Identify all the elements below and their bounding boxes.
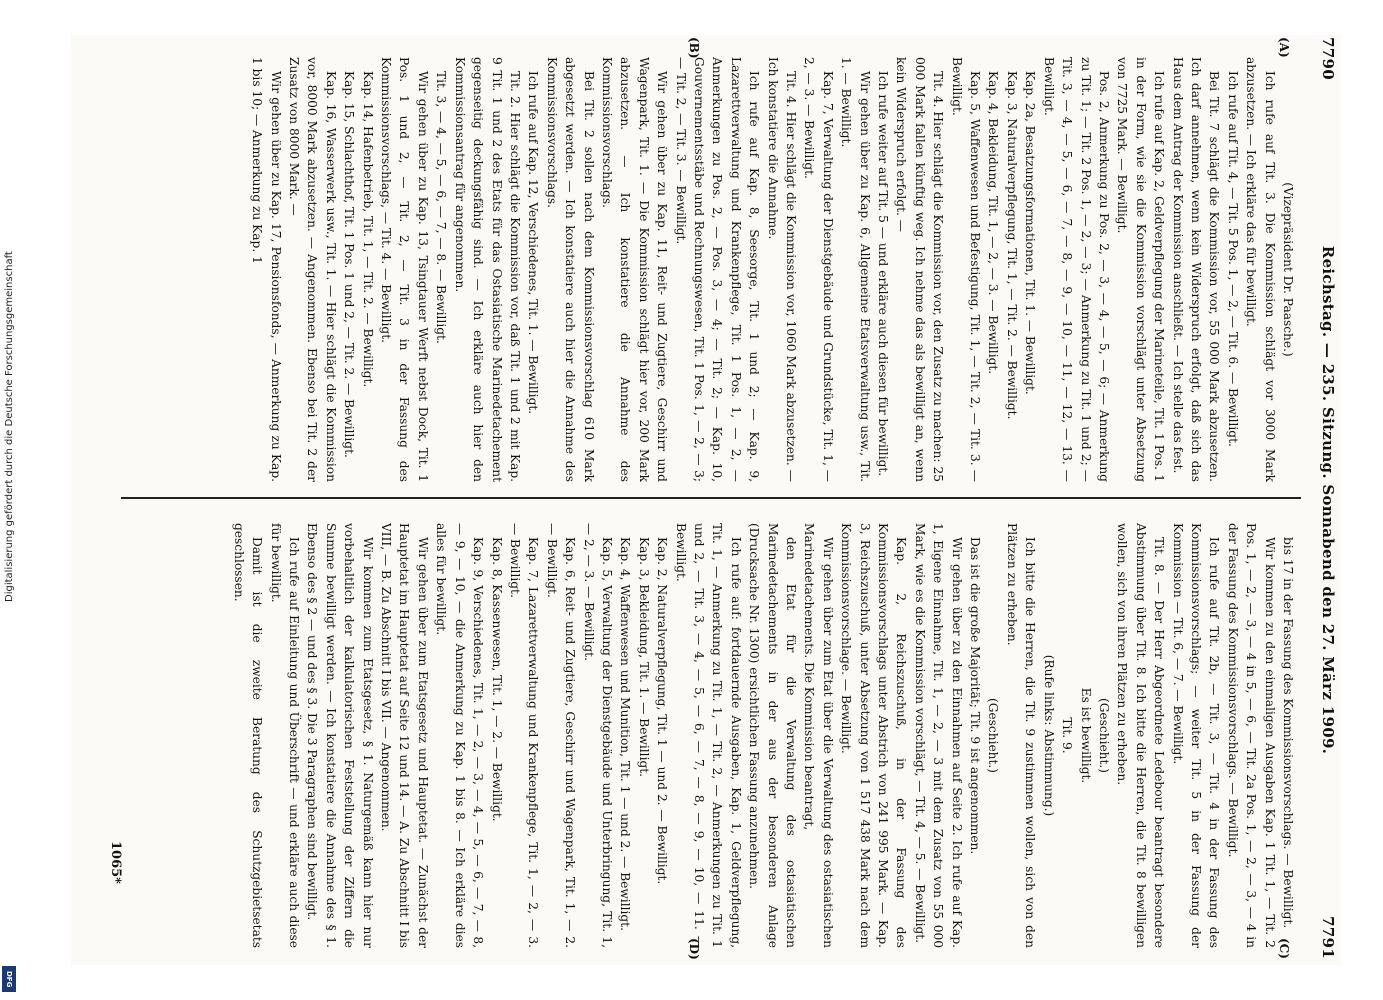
paragraph: Wir gehen über zu Kap. 13, Tsingtauer Werft nebst Dock, Tit. 1 Pos. 1 und 2, — Tit. 2, — Tit. 3 in der Fassung des Kommissionsvorschlags, — Tit. 4. — Bewilligt. <box>379 57 430 482</box>
paragraph: Es ist bewilligt. <box>1078 687 1093 784</box>
paragraph: Wir kommen zu den einmaligen Ausgaben Kap. 1 Tit. 1, — Tit. 2 Pos. 1, — 2, — 3, — 4 in 5, — 6, — Tit. 2a Pos. 1, — 2, — 3, — 4 in der Fassung des Kommissionsvorschlags. — Bewilligt. <box>1225 523 1277 948</box>
paragraph: Bei Tit. 2 sollen nach dem Kommissionsvorschlag 610 Mark abgesetzt werden. — Ich konstatiere auch hier die Annahme des Kommissionsvorschlags. <box>544 57 596 482</box>
paragraph: Ich rufe auf Kap. 8, Seesorge, Tit. 1 und 2; — Kap. 9, Lazarettverwaltung und Krankenpflege, Tit. 1 Pos. 1, — 2, — Anmerkungen zu Pos. 2, — Pos. 3, — 4; — Tit. 2; — Kap. 10, Gouvernementsstäbe und Rechnungswesen, Tit. 1 Pos. 1, — 2, — 3; — Tit. 2, — Tit. 3. — Bewilligt. <box>673 57 762 482</box>
paragraph: Wir gehen über zu Kap. 11, Reit- und Zugtiere, Geschirr und Wagenpark, Tit. 1. — Die Kommission schlägt hier vor, 200 Mark abzusetzen. — Ich konstatiere die Annahme des Kommissionsvorschlags. <box>599 57 670 482</box>
paragraph: Kap. 2, Naturalverpflegung, Tit. 1 — und 2. — Bewilligt. <box>655 537 670 885</box>
running-title: Reichstag. — 235. Sitzung. Sonnabend den 27. März 1909. <box>1319 245 1337 755</box>
paragraph: Tit. 2. Hier schlägt die Kommission vor, daß Tit. 1 und 2 mit Kap. 9 Tit. 1 und 2 des Etats für das Ostasiatische Marinedetachement gegenseitig deckungsfähig sind. — Ich erkläre auch hier den Kommissionsantrag für angenommen. <box>452 57 522 482</box>
paragraph: Wir gehen über zum Etat über die Verwaltung des ostasiatischen Marinedetachements. Die Kommission beantragt, <box>802 523 835 948</box>
right-text-column <box>137 523 1297 948</box>
paragraph: Kap. 9, Verschiedenes, Tit. 1, — 2, — 3, — 4, — 5, — 6, — 7, — 8, — 9, — 10, — die Anmerkung zu Kap. 1 bis 8. — Ich erkläre dies alles für bewilligt. <box>434 523 486 948</box>
paragraph: (Geschieht.) <box>986 697 1001 774</box>
paragraph: Das ist die große Majorität; Tit. 9 ist angenommen. <box>968 537 983 855</box>
paragraph: Kap. 14, Hafenbetrieb, Tit. 1, — Tit. 2. — Bewilligt. <box>360 71 375 388</box>
paragraph: Wir gehen über zu den Einnahmen auf Seite 2. Ich rufe auf Kap. 1, Eigene Einnahme, Tit. 1, — 2, — 3 mit dem Zusatz von 55 000 Mark, wie es die Kommission vorschlägt, — Tit. 4, — 5. — Bewilligt. <box>912 523 964 948</box>
paragraph: Kap. 5, Waffenwesen und Befestigung, Tit. 1, — Tit. 2, — Tit. 3. — Bewilligt. <box>949 57 983 482</box>
paragraph: Damit ist die zweite Beratung des Schutzgebietsetats geschlossen. <box>231 523 265 948</box>
paragraph: (Vizepräsident Dr. Paasche.) <box>1281 182 1295 357</box>
margin-marker-d: (D) <box>687 938 701 960</box>
paragraph: (Rufe links: Abstimmung.) <box>1041 654 1056 817</box>
document-page <box>71 35 1341 965</box>
paragraph: Kap. 2a, Besatzungsformationen, Tit. 1. — Bewilligt. <box>1023 71 1038 395</box>
paragraph: Kap. 7, Lazarettverwaltung und Krankenpflege, Tit. 1, — 2, — 3. — Bewilligt. <box>507 523 541 948</box>
paragraph: Tit. 8. — Der Herr Abgeordnete Ledebour beantragt besondere Abstimmung über Tit. 8. Ich bitte die Herren, die Tit. 8 bewilligen wollen, sich von ihren Plätzen zu erheben. <box>1115 523 1167 948</box>
paragraph: Ich bitte die Herren, die Tit. 9 zustimmen wollen, sich von den Plätzen zu erheben. <box>1004 523 1038 948</box>
paragraph: Wir gehen über zu Kap. 17, Pensionsfonds, — Anmerkung zu Kap. 1 bis 10; — Anmerkung zu Kap. 1 <box>250 57 283 482</box>
paragraph: Kap. 2, Reichszuschuß, in der Fassung des Kommissionsvorschlags unter Abstrich von 241 995 Mark. — Kap. 3, Reichszuschuß, unter Absetzung von 1 517 438 Mark nach dem Kommissionsvorschlage. — Bewilligt. <box>839 523 909 948</box>
paragraph: Tit. 9. <box>1060 717 1075 754</box>
paragraph: bis 17 in der Fassung des Kommissionsvorschlags. — Bewilligt. <box>1281 537 1295 929</box>
page-header <box>1307 35 1341 965</box>
paragraph: Wir kommen zum Etatsgesetz, § 1. Naturgemäß kann hier nur vorbehaltlich der kalkulatorischen Feststellung der Ziffern die Summe bewilligt werden. — Ich konstatiere die Annahme des § 1. Ebenso des § 2 — und des § 3. Die 3 Paragraphen sind bewilligt. <box>305 523 375 948</box>
paragraph: Ich rufe auf: fortdauernde Ausgaben, Kap. 1, Geldverpflegung, Tit. 1, — Anmerkung zu Tit. 1, — Tit. 2, — Anmerkungen zu Tit. 1 und 2, — Tit. 3, — 4, — 5, — 6, — 7, — 8, — 9, — 10, — 11. — Bewilligt. <box>673 523 743 948</box>
paragraph: Ich rufe auf Tit. 3. Die Kommission schlägt vor 3000 Mark abzusetzen. — Ich erkläre das für bewilligt. <box>1244 57 1277 482</box>
paragraph: Kap. 7, Verwaltung der Dienstgebäude und Grundstücke, Tit. 1, — 2, — 3. — Bewilligt. <box>802 57 835 482</box>
paragraph: Ich rufe weiter auf Tit. 5 — und erkläre auch diesen für bewilligt. <box>876 71 891 477</box>
paragraph: Tit. 4. Hier schlägt die Kommission vor, den Zusatz zu machen: 25 000 Mark fallen künftig weg. Ich nehme das als bewilligt an, wenn kein Widerspruch erfolgt. — <box>894 57 946 482</box>
paragraph: Tit. 4. Hier schlägt die Kommission vor, 1060 Mark abzusetzen. — Ich konstatiere die Annahme. <box>765 57 799 482</box>
margin-marker-a: (A) <box>1277 37 1291 58</box>
margin-marker-c: (C) <box>1277 938 1291 959</box>
paragraph: Wir gehen über zu Kap. 6, Allgemeine Etatsverwaltung usw., Tit. 1. — Bewilligt. <box>839 57 872 482</box>
right-page-number: 7791 <box>1319 916 1337 959</box>
paragraph: Kap. 4, Bekleidung, Tit. 1, — 2, — 3. — Bewilligt. <box>986 71 1001 375</box>
paragraph: Ich rufe auf Tit. 2b, — Tit. 3, — Tit. 4 in der Fassung des Kommissionsvorschlags; — weiter Tit. 5 in der Fassung der Kommission — Tit. 6, — 7. — Bewilligt. <box>1170 523 1222 948</box>
paragraph: Kap. 5, Verwaltung der Dienstgebäude und Unterbringung, Tit. 1, — 2, — 3. — Bewilligt. <box>581 523 614 948</box>
digitization-credit: Digitalisierung gefördert durch die Deutsche Forschungsgemeinschaft <box>4 251 15 602</box>
paragraph: Wir gehen über zum Etatsgesetz und Hauptetat. — Zunächst der Hauptetat im Hauptetat auf Seite 12 und 14. — A. Zu Abschnitt I bis VIII, — B. Zu Abschnitt I bis VII. — Angenommen. <box>379 523 430 948</box>
paragraph: (Geschieht.) <box>1096 697 1111 774</box>
paragraph: Ich rufe auf Kap. 2, Geldverpflegung der Marineteile, Tit. 1 Pos. 1 in der Form, wie sie die Kommission vorschlägt unter Absetzung von 7725 Mark. — Bewilligt. <box>1115 57 1167 482</box>
dfg-logo: DFG <box>2 966 16 992</box>
paragraph: Bei Tit. 7 schlägt die Kommission vor, 55 000 Mark abzusetzen. Ich darf annehmen, wenn kein Widerspruch erfolgt, daß sich das Haus dem Antrag der Kommission anschließt. — Ich stelle das fest. <box>1170 57 1222 482</box>
paragraph: Tit. 3, — 4, — 5, — 6, — 7, — 8. — Bewilligt. <box>434 71 449 344</box>
paragraph: Ich rufe auf Kap. 12, Verschiedenes, Tit. 1. — Bewilligt. <box>526 71 541 415</box>
paragraph: Ich rufe auf Einleitung und Überschrift — und erkläre auch diese für bewilligt. <box>268 523 302 948</box>
margin-marker-b: (B) <box>687 37 701 59</box>
left-text-column <box>137 57 1297 482</box>
paragraph: Pos. 2, Anmerkung zu Pos. 2, — 3, — 4, — 5, — 6; — Anmerkung zu Tit. 1; — Tit. 2 Pos. 1, — 2, — 3; — Anmerkung zu Tit. 1 und 2; — Tit. 3, — 4, — 5, — 6, — 7, — 8, — 9, — 10, — 11, — 12, — 13. — Bewilligt. <box>1041 57 1111 482</box>
paragraph: Ich rufe auf Tit. 4, — Tit. 5 Pos. 1, — 2, — Tit. 6. — Bewilligt. <box>1225 71 1240 447</box>
paragraph: Kap. 8, Kassenwesen, Tit. 1, — 2. — Bewilligt. <box>489 537 504 822</box>
paragraph: Kap. 15, Schlachthof, Tit. 1 Pos. 1 und 2, — Tit. 2. — Bewilligt. <box>342 71 357 458</box>
paragraph: Kap. 3, Naturalverpflegung, Tit. 1, — Tit. 2. — Bewilligt. <box>1004 71 1019 420</box>
paragraph: Kap. 4, Waffenwesen und Munition, Tit. 1 — und 2. — Bewilligt. <box>618 537 633 931</box>
paragraph: Kap. 16, Wasserwerk usw., Tit. 1. — Hier schlägt die Kommission vor, 8000 Mark abzusetzen. — Angenommen. Ebenso bei Tit. 2 der Zusatz von 8000 Mark. — <box>287 57 338 482</box>
column-divider <box>121 497 1301 499</box>
left-page-number: 7790 <box>1319 37 1337 80</box>
footer-page-number: 1065* <box>108 841 123 884</box>
paragraph: Kap. 3, Bekleidung, Tit. 1. — Bewilligt. <box>636 537 651 778</box>
paragraph: den Etat für die Verwaltung des ostasiatischen Marinedetachements in der aus der besonderen Anlage (Drucksache Nr. 1300) ersichtlichen Fassung anzunehmen. <box>747 523 799 948</box>
paragraph: Kap. 6, Reit- und Zugtiere, Geschirr und Wagenpark, Tit. 1, — 2. — Bewilligt. <box>544 523 578 948</box>
